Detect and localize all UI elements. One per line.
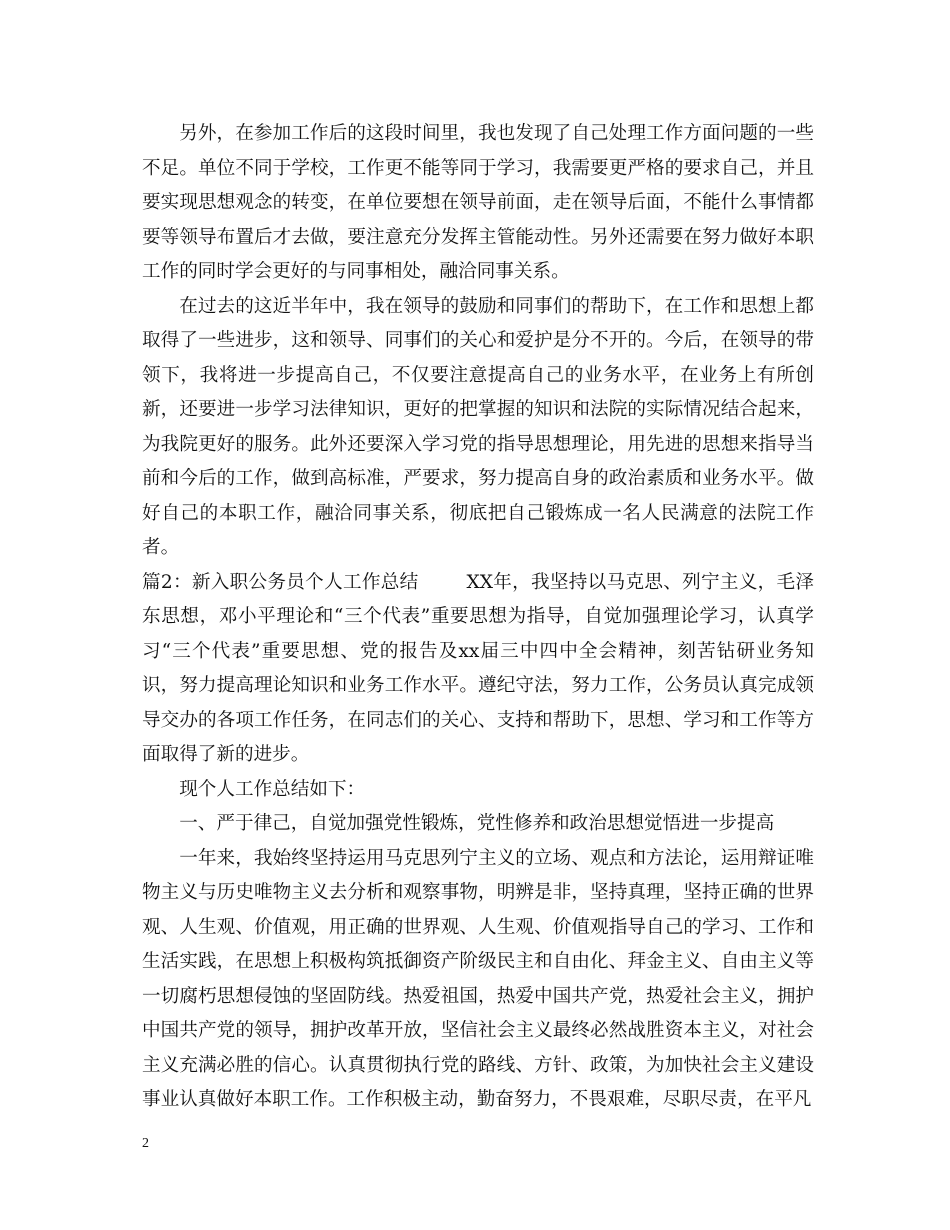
- page-number: 2: [142, 1136, 149, 1151]
- document-body: [142, 117, 814, 1118]
- heading-one: 一、严于律己，自觉加强党性锻炼，党性修养和政治思想觉悟进一步提高: [179, 813, 775, 834]
- section-two-paragraph: [142, 566, 814, 773]
- summary-lead: 现个人工作总结如下：: [179, 778, 366, 800]
- section-title: 篇2：新入职公务员个人工作总结: [142, 571, 419, 593]
- section-intro: XX年，我坚持以马克思、列宁主义，毛泽东思想，邓小平理论和“三个代表”重要思想为指导，自觉加强理论学习，认真学习“三个代表”重要思想、党的报告及xx届三中四中全会精神，刻苦钻研业务知识，努力提高理论知识和业务工作水平。遵纪守法，努力工作，公务员认真完成领导交办的各项工作任务，在同志们的关心、支持和帮助下，思想、学习和工作等方面取得了新的进步。: [142, 571, 814, 765]
- paragraph-progress: 在过去的这近半年中，我在领导的鼓励和同事们的帮助下，在工作和思想上都取得了一些进步，这和领导、同事们的关心和爱护是分不开的。今后，在领导的带领下，我将进一步提高自己，不仅要注意提高自己的业务水平，在业务上有所创新，还要进一步学习法律知识，更好的把掌握的知识和法院的实际情况结合起来，为我院更好的服务。此外还要深入学习党的指导思想理论，用先进的思想来指导当前和今后的工作，做到高标准，严要求，努力提高自身的政治素质和业务水平。做好自己的本职工作，融洽同事关系，彻底把自己锻炼成一名人民满意的法院工作者。: [142, 295, 814, 558]
- paragraph-shortcomings: 另外，在参加工作后的这段时间里，我也发现了自己处理工作方面问题的一些不足。单位不同于学校，工作更不能等同于学习，我需要更严格的要求自己，并且要实现思想观念的转变，在单位要想在领导前面，走在领导后面，不能什么事情都要等领导布置后才去做，要注意充分发挥主管能动性。另外还需要在努力做好本职工作的同时学会更好的与同事相处，融洽同事关系。: [142, 123, 814, 282]
- paragraph-discipline: 一年来，我始终坚持运用马克思列宁主义的立场、观点和方法论，运用辩证唯物主义与历史唯物主义去分析和观察事物，明辨是非，坚持真理，坚持正确的世界观、人生观、价值观，用正确的世界观、人生观、价值观指导自己的学习、工作和生活实践，在思想上积极构筑抵御资产阶级民主和自由化、拜金主义、自由主义等一切腐朽思想侵蚀的坚固防线。热爱祖国，热爱中国共产党，热爱社会主义，拥护中国共产党的领导，拥护改革开放，坚信社会主义最终必然战胜资本主义，对社会主义充满必胜的信心。认真贯彻执行党的路线、方针、政策，为加快社会主义建设事业认真做好本职工作。工作积极主动，勤奋努力，不畏艰难，尽职尽责，在平凡: [142, 847, 814, 1110]
